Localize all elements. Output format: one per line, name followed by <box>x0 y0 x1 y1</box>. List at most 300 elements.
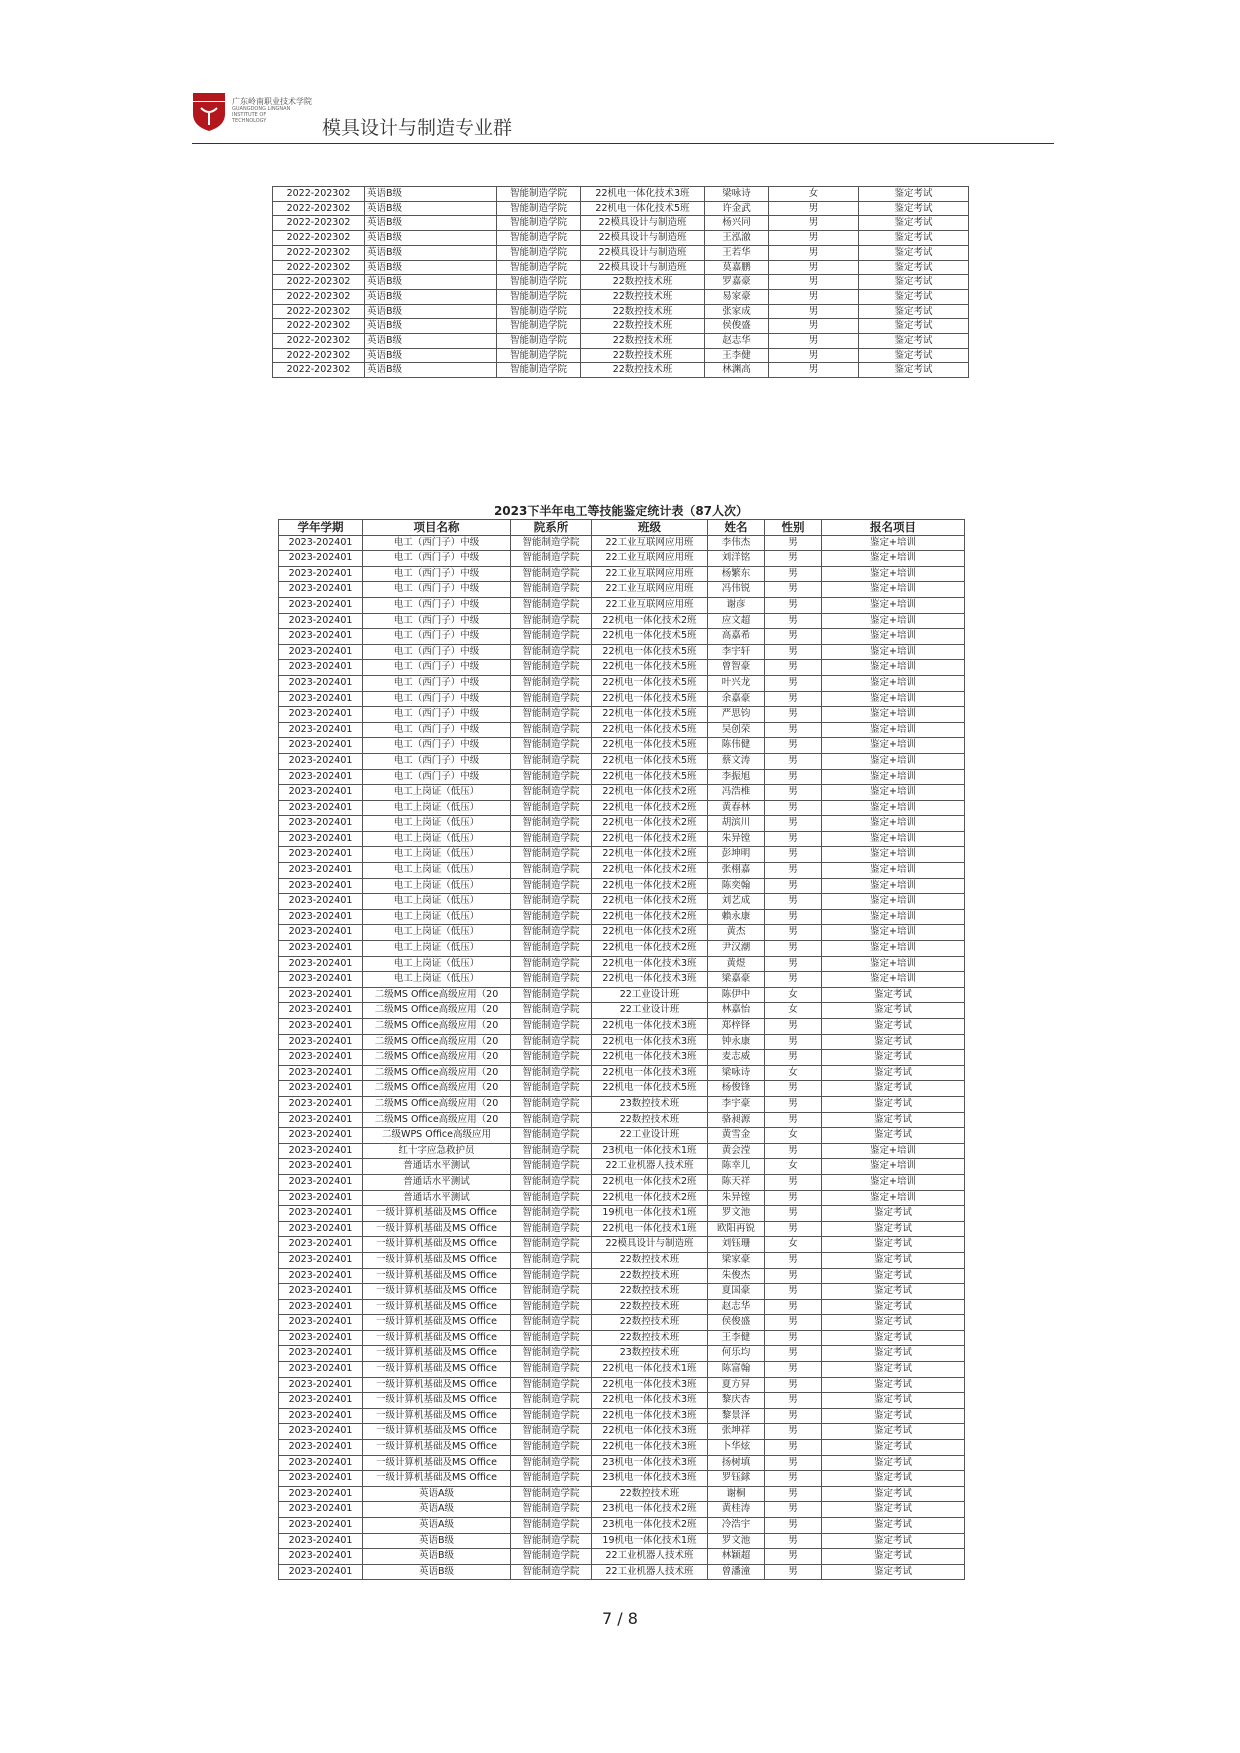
project-cell: 英语B级 <box>365 231 497 246</box>
department-cell: 智能制造学院 <box>511 956 592 972</box>
signup-cell: 鉴定+培训 <box>822 816 965 832</box>
table-row <box>279 1440 965 1456</box>
table-row <box>279 800 965 816</box>
term-cell: 2023-202401 <box>279 956 363 972</box>
term-cell: 2023-202401 <box>279 1330 363 1346</box>
class-cell: 22机电一体化技术2班 <box>592 800 708 816</box>
name-cell: 谢彦 <box>708 597 765 613</box>
signup-cell: 鉴定考试 <box>859 289 969 304</box>
department-cell: 智能制造学院 <box>511 1206 592 1222</box>
table-row <box>279 1284 965 1300</box>
table-row <box>279 675 965 691</box>
project-cell: 电工上岗证（低压） <box>363 816 511 832</box>
department-cell: 智能制造学院 <box>511 1190 592 1206</box>
department-cell: 智能制造学院 <box>511 1065 592 1081</box>
name-cell: 罗钰銶 <box>708 1471 765 1487</box>
table-row <box>279 1221 965 1237</box>
class-cell: 22机电一体化技术3班 <box>592 956 708 972</box>
signup-cell: 鉴定考试 <box>822 1330 965 1346</box>
gender-cell: 男 <box>769 334 859 349</box>
table-row <box>279 1549 965 1565</box>
term-cell: 2023-202401 <box>279 1252 363 1268</box>
class-cell: 19机电一体化技术1班 <box>592 1533 708 1549</box>
table-row <box>279 941 965 957</box>
project-cell: 普通话水平测试 <box>363 1190 511 1206</box>
department-cell: 智能制造学院 <box>511 878 592 894</box>
term-cell: 2022-202302 <box>273 260 365 275</box>
gender-cell: 男 <box>765 1315 822 1331</box>
col-header-gender: 性别 <box>765 520 822 536</box>
signup-cell: 鉴定+培训 <box>822 941 965 957</box>
table-row <box>273 260 969 275</box>
table-row <box>273 201 969 216</box>
gender-cell: 男 <box>765 847 822 863</box>
signup-cell: 鉴定+培训 <box>822 629 965 645</box>
name-cell: 朱俊杰 <box>708 1268 765 1284</box>
gender-cell: 男 <box>765 691 822 707</box>
gender-cell: 男 <box>769 245 859 260</box>
department-cell: 智能制造学院 <box>497 216 581 231</box>
signup-cell: 鉴定考试 <box>822 1408 965 1424</box>
term-cell: 2022-202302 <box>273 304 365 319</box>
col-header-term: 学年学期 <box>279 520 363 536</box>
project-cell: 一级计算机基础及MS Office <box>363 1440 511 1456</box>
col-header-name: 姓名 <box>708 520 765 536</box>
table-row <box>273 245 969 260</box>
class-cell: 22机电一体化技术5班 <box>592 629 708 645</box>
project-cell: 电工（西门子）中级 <box>363 613 511 629</box>
project-cell: 英语B级 <box>365 245 497 260</box>
project-cell: 电工（西门子）中级 <box>363 675 511 691</box>
department-cell: 智能制造学院 <box>511 1346 592 1362</box>
term-cell: 2023-202401 <box>279 987 363 1003</box>
project-cell: 一级计算机基础及MS Office <box>363 1252 511 1268</box>
signup-cell: 鉴定+培训 <box>822 644 965 660</box>
name-cell: 余嘉豪 <box>708 691 765 707</box>
class-cell: 22机电一体化技术2班 <box>592 1190 708 1206</box>
signup-cell: 鉴定考试 <box>822 1206 965 1222</box>
term-cell: 2023-202401 <box>279 785 363 801</box>
gender-cell: 男 <box>765 1408 822 1424</box>
term-cell: 2023-202401 <box>279 644 363 660</box>
gender-cell: 男 <box>769 275 859 290</box>
name-cell: 应文超 <box>708 613 765 629</box>
term-cell: 2023-202401 <box>279 1096 363 1112</box>
department-cell: 智能制造学院 <box>511 753 592 769</box>
signup-cell: 鉴定+培训 <box>822 956 965 972</box>
header-divider <box>192 143 1054 144</box>
term-cell: 2023-202401 <box>279 1143 363 1159</box>
department-cell: 智能制造学院 <box>511 1393 592 1409</box>
gender-cell: 男 <box>765 769 822 785</box>
gender-cell: 男 <box>765 1330 822 1346</box>
term-cell: 2023-202401 <box>279 831 363 847</box>
signup-cell: 鉴定考试 <box>859 348 969 363</box>
signup-cell: 鉴定+培训 <box>822 800 965 816</box>
gender-cell: 女 <box>765 1065 822 1081</box>
project-cell: 英语B级 <box>365 289 497 304</box>
project-cell: 电工（西门子）中级 <box>363 753 511 769</box>
department-cell: 智能制造学院 <box>511 1159 592 1175</box>
term-cell: 2022-202302 <box>273 231 365 246</box>
signup-cell: 鉴定考试 <box>859 201 969 216</box>
term-cell: 2022-202302 <box>273 201 365 216</box>
department-cell: 智能制造学院 <box>511 941 592 957</box>
department-cell: 智能制造学院 <box>511 1237 592 1253</box>
term-cell: 2022-202302 <box>273 187 365 202</box>
class-cell: 23数控技术班 <box>592 1346 708 1362</box>
gender-cell: 男 <box>769 304 859 319</box>
signup-cell: 鉴定+培训 <box>822 909 965 925</box>
term-cell: 2023-202401 <box>279 597 363 613</box>
department-cell: 智能制造学院 <box>511 691 592 707</box>
class-cell: 22机电一体化技术2班 <box>592 925 708 941</box>
table-row <box>279 691 965 707</box>
gender-cell: 男 <box>765 1518 822 1534</box>
term-cell: 2023-202401 <box>279 1471 363 1487</box>
name-cell: 赵志华 <box>705 334 769 349</box>
name-cell: 骆昶源 <box>708 1112 765 1128</box>
name-cell: 高嘉希 <box>708 629 765 645</box>
department-cell: 智能制造学院 <box>511 1330 592 1346</box>
term-cell: 2022-202302 <box>273 348 365 363</box>
table-row <box>279 1237 965 1253</box>
gender-cell: 男 <box>765 1112 822 1128</box>
term-cell: 2023-202401 <box>279 816 363 832</box>
class-cell: 22机电一体化技术3班 <box>592 972 708 988</box>
term-cell: 2023-202401 <box>279 1206 363 1222</box>
signup-cell: 鉴定+培训 <box>822 972 965 988</box>
term-cell: 2023-202401 <box>279 769 363 785</box>
department-cell: 智能制造学院 <box>511 1564 592 1580</box>
name-cell: 麦志威 <box>708 1050 765 1066</box>
name-cell: 扬树填 <box>708 1455 765 1471</box>
project-cell: 电工（西门子）中级 <box>363 738 511 754</box>
department-cell: 智能制造学院 <box>511 1112 592 1128</box>
signup-cell: 鉴定+培训 <box>822 1159 965 1175</box>
table-row <box>273 334 969 349</box>
class-cell: 22工业设计班 <box>592 1128 708 1144</box>
table-row <box>279 987 965 1003</box>
class-cell: 22数控技术班 <box>592 1252 708 1268</box>
class-cell: 22机电一体化技术2班 <box>592 863 708 879</box>
department-cell: 智能制造学院 <box>511 1455 592 1471</box>
project-cell: 电工（西门子）中级 <box>363 629 511 645</box>
class-cell: 22机电一体化技术2班 <box>592 941 708 957</box>
class-cell: 22机电一体化技术1班 <box>592 1221 708 1237</box>
project-cell: 电工上岗证（低压） <box>363 894 511 910</box>
term-cell: 2023-202401 <box>279 1221 363 1237</box>
department-cell: 智能制造学院 <box>511 925 592 941</box>
name-cell: 黄春林 <box>708 800 765 816</box>
gender-cell: 男 <box>769 260 859 275</box>
class-cell: 22数控技术班 <box>581 289 705 304</box>
project-cell: 英语A级 <box>363 1502 511 1518</box>
table-row <box>273 319 969 334</box>
class-cell: 22机电一体化技术2班 <box>592 816 708 832</box>
class-cell: 22机电一体化技术5班 <box>592 1081 708 1097</box>
name-cell: 杨俊锋 <box>708 1081 765 1097</box>
project-cell: 电工（西门子）中级 <box>363 535 511 551</box>
name-cell: 侯俊盛 <box>708 1315 765 1331</box>
table-row <box>279 785 965 801</box>
name-cell: 欧阳再锐 <box>708 1221 765 1237</box>
class-cell: 22工业互联网应用班 <box>592 582 708 598</box>
project-cell: 电工（西门子）中级 <box>363 644 511 660</box>
department-cell: 智能制造学院 <box>511 1362 592 1378</box>
table-row <box>279 1159 965 1175</box>
project-cell: 电工上岗证（低压） <box>363 941 511 957</box>
class-cell: 22数控技术班 <box>592 1299 708 1315</box>
project-cell: 英语B级 <box>365 216 497 231</box>
class-cell: 22机电一体化技术3班 <box>592 1424 708 1440</box>
table-row <box>279 1471 965 1487</box>
term-cell: 2023-202401 <box>279 1299 363 1315</box>
name-cell: 林颖超 <box>708 1549 765 1565</box>
table-row <box>279 769 965 785</box>
department-cell: 智能制造学院 <box>511 1549 592 1565</box>
signup-cell: 鉴定+培训 <box>822 707 965 723</box>
name-cell: 黄桂涛 <box>708 1502 765 1518</box>
gender-cell: 男 <box>765 1362 822 1378</box>
table-row <box>279 1206 965 1222</box>
project-cell: 电工（西门子）中级 <box>363 551 511 567</box>
department-cell: 智能制造学院 <box>497 201 581 216</box>
gender-cell: 男 <box>765 1284 822 1300</box>
department-cell: 智能制造学院 <box>497 348 581 363</box>
department-cell: 智能制造学院 <box>511 1486 592 1502</box>
signup-cell: 鉴定考试 <box>859 187 969 202</box>
table-row <box>279 1096 965 1112</box>
class-cell: 23机电一体化技术1班 <box>592 1143 708 1159</box>
class-cell: 22机电一体化技术2班 <box>592 831 708 847</box>
signup-cell: 鉴定考试 <box>859 304 969 319</box>
name-cell: 张栩嘉 <box>708 863 765 879</box>
project-cell: 一级计算机基础及MS Office <box>363 1284 511 1300</box>
gender-cell: 男 <box>769 289 859 304</box>
table-row <box>279 722 965 738</box>
gender-cell: 男 <box>765 1346 822 1362</box>
department-cell: 智能制造学院 <box>511 1050 592 1066</box>
term-cell: 2023-202401 <box>279 1486 363 1502</box>
department-cell: 智能制造学院 <box>511 1221 592 1237</box>
class-cell: 22机电一体化技术5班 <box>592 722 708 738</box>
project-cell: 一级计算机基础及MS Office <box>363 1221 511 1237</box>
project-cell: 英语B级 <box>365 187 497 202</box>
name-cell: 黎庆杏 <box>708 1393 765 1409</box>
name-cell: 杨兴同 <box>705 216 769 231</box>
term-cell: 2023-202401 <box>279 800 363 816</box>
table-row <box>279 956 965 972</box>
term-cell: 2023-202401 <box>279 1377 363 1393</box>
name-cell: 黄杰 <box>708 925 765 941</box>
term-cell: 2023-202401 <box>279 675 363 691</box>
class-cell: 22数控技术班 <box>592 1284 708 1300</box>
class-cell: 22机电一体化技术5班 <box>581 201 705 216</box>
signup-cell: 鉴定+培训 <box>822 847 965 863</box>
table-row <box>273 216 969 231</box>
table-row <box>273 187 969 202</box>
class-cell: 22模具设计与制造班 <box>581 260 705 275</box>
project-cell: 一级计算机基础及MS Office <box>363 1330 511 1346</box>
gender-cell: 女 <box>765 1237 822 1253</box>
signup-cell: 鉴定考试 <box>822 1019 965 1035</box>
term-cell: 2023-202401 <box>279 613 363 629</box>
name-cell: 蔡文涛 <box>708 753 765 769</box>
project-cell: 二级MS Office高级应用（20 <box>363 1081 511 1097</box>
name-cell: 王泓澈 <box>705 231 769 246</box>
term-cell: 2023-202401 <box>279 1034 363 1050</box>
project-cell: 二级MS Office高级应用（20 <box>363 1050 511 1066</box>
gender-cell: 女 <box>769 187 859 202</box>
table-row <box>273 275 969 290</box>
class-cell: 22数控技术班 <box>581 334 705 349</box>
name-cell: 严思钧 <box>708 707 765 723</box>
skills-appraisal-table-body <box>279 535 965 1580</box>
gender-cell: 男 <box>765 894 822 910</box>
gender-cell: 男 <box>765 863 822 879</box>
signup-cell: 鉴定考试 <box>859 275 969 290</box>
gender-cell: 男 <box>765 1034 822 1050</box>
department-cell: 智能制造学院 <box>511 551 592 567</box>
signup-cell: 鉴定+培训 <box>822 1174 965 1190</box>
class-cell: 22数控技术班 <box>592 1330 708 1346</box>
page-number: 7 / 8 <box>602 1609 638 1628</box>
project-cell: 二级MS Office高级应用（20 <box>363 1003 511 1019</box>
term-cell: 2023-202401 <box>279 1237 363 1253</box>
table-row <box>279 582 965 598</box>
term-cell: 2023-202401 <box>279 972 363 988</box>
signup-cell: 鉴定考试 <box>822 1471 965 1487</box>
department-cell: 智能制造学院 <box>511 1096 592 1112</box>
col-header-class: 班级 <box>592 520 708 536</box>
class-cell: 22工业互联网应用班 <box>592 535 708 551</box>
table-row <box>279 1174 965 1190</box>
department-cell: 智能制造学院 <box>511 613 592 629</box>
table-row <box>279 644 965 660</box>
signup-cell: 鉴定考试 <box>822 1299 965 1315</box>
term-cell: 2022-202302 <box>273 363 365 378</box>
class-cell: 22数控技术班 <box>581 275 705 290</box>
project-cell: 电工（西门子）中级 <box>363 722 511 738</box>
department-cell: 智能制造学院 <box>511 894 592 910</box>
class-cell: 22机电一体化技术3班 <box>592 1065 708 1081</box>
name-cell: 胡滨川 <box>708 816 765 832</box>
department-cell: 智能制造学院 <box>511 1408 592 1424</box>
name-cell: 賴永康 <box>708 909 765 925</box>
project-cell: 电工上岗证（低压） <box>363 863 511 879</box>
term-cell: 2023-202401 <box>279 847 363 863</box>
project-cell: 普通话水平测试 <box>363 1159 511 1175</box>
department-cell: 智能制造学院 <box>511 800 592 816</box>
department-cell: 智能制造学院 <box>497 334 581 349</box>
class-cell: 22工业机器人技术班 <box>592 1549 708 1565</box>
table-row <box>279 551 965 567</box>
name-cell: 莫嘉鹏 <box>705 260 769 275</box>
signup-cell: 鉴定+培训 <box>822 722 965 738</box>
term-cell: 2023-202401 <box>279 925 363 941</box>
table-row <box>279 831 965 847</box>
term-cell: 2023-202401 <box>279 1159 363 1175</box>
class-cell: 22机电一体化技术5班 <box>592 769 708 785</box>
name-cell: 冯伟锐 <box>708 582 765 598</box>
term-cell: 2023-202401 <box>279 1424 363 1440</box>
signup-cell: 鉴定+培训 <box>822 878 965 894</box>
class-cell: 22工业互联网应用班 <box>592 597 708 613</box>
department-cell: 智能制造学院 <box>511 1034 592 1050</box>
term-cell: 2023-202401 <box>279 1455 363 1471</box>
name-cell: 杨繁东 <box>708 566 765 582</box>
table-row <box>279 738 965 754</box>
signup-cell: 鉴定+培训 <box>822 1143 965 1159</box>
table-row <box>279 613 965 629</box>
term-cell: 2023-202401 <box>279 1346 363 1362</box>
signup-cell: 鉴定+培训 <box>822 738 965 754</box>
gender-cell: 男 <box>765 816 822 832</box>
gender-cell: 男 <box>765 753 822 769</box>
signup-cell: 鉴定考试 <box>822 1346 965 1362</box>
project-cell: 英语A级 <box>363 1486 511 1502</box>
class-cell: 22模具设计与制造班 <box>581 216 705 231</box>
department-cell: 智能制造学院 <box>511 1019 592 1035</box>
class-cell: 22机电一体化技术5班 <box>592 753 708 769</box>
project-cell: 英语B级 <box>365 363 497 378</box>
class-cell: 22机电一体化技术3班 <box>592 1440 708 1456</box>
gender-cell: 男 <box>765 1096 822 1112</box>
department-cell: 智能制造学院 <box>511 1533 592 1549</box>
gender-cell: 男 <box>765 722 822 738</box>
signup-cell: 鉴定考试 <box>822 1268 965 1284</box>
table-row <box>279 1408 965 1424</box>
term-cell: 2023-202401 <box>279 1315 363 1331</box>
project-cell: 英语A级 <box>363 1518 511 1534</box>
table-row <box>279 566 965 582</box>
name-cell: 王李健 <box>708 1330 765 1346</box>
gender-cell: 男 <box>765 800 822 816</box>
term-cell: 2023-202401 <box>279 738 363 754</box>
gender-cell: 男 <box>769 319 859 334</box>
class-cell: 22工业设计班 <box>592 987 708 1003</box>
department-cell: 智能制造学院 <box>511 722 592 738</box>
table-row <box>279 1019 965 1035</box>
project-cell: 电工上岗证（低压） <box>363 972 511 988</box>
signup-cell: 鉴定+培训 <box>822 613 965 629</box>
table-row <box>279 1299 965 1315</box>
department-cell: 智能制造学院 <box>511 1299 592 1315</box>
class-cell: 22机电一体化技术5班 <box>592 644 708 660</box>
department-cell: 智能制造学院 <box>511 1081 592 1097</box>
name-cell: 卜华炫 <box>708 1440 765 1456</box>
name-cell: 陈伟健 <box>708 738 765 754</box>
department-cell: 智能制造学院 <box>511 831 592 847</box>
skills-appraisal-table <box>278 519 965 1580</box>
name-cell: 李宇轩 <box>708 644 765 660</box>
class-cell: 22机电一体化技术5班 <box>592 738 708 754</box>
gender-cell: 男 <box>765 1206 822 1222</box>
school-name-cn: 广东岭南职业技术学院 <box>232 97 312 106</box>
class-cell: 22机电一体化技术5班 <box>592 660 708 676</box>
class-cell: 22工业互联网应用班 <box>592 566 708 582</box>
gender-cell: 男 <box>765 660 822 676</box>
gender-cell: 男 <box>765 785 822 801</box>
school-name-en: GUANGDONG LINGNAN INSTITUTE OF TECHNOLOGY <box>232 106 291 124</box>
class-cell: 23机电一体化技术3班 <box>592 1455 708 1471</box>
project-cell: 英语B级 <box>365 334 497 349</box>
department-cell: 智能制造学院 <box>511 1128 592 1144</box>
signup-cell: 鉴定考试 <box>822 1096 965 1112</box>
class-cell: 22数控技术班 <box>581 363 705 378</box>
table-row <box>279 1518 965 1534</box>
